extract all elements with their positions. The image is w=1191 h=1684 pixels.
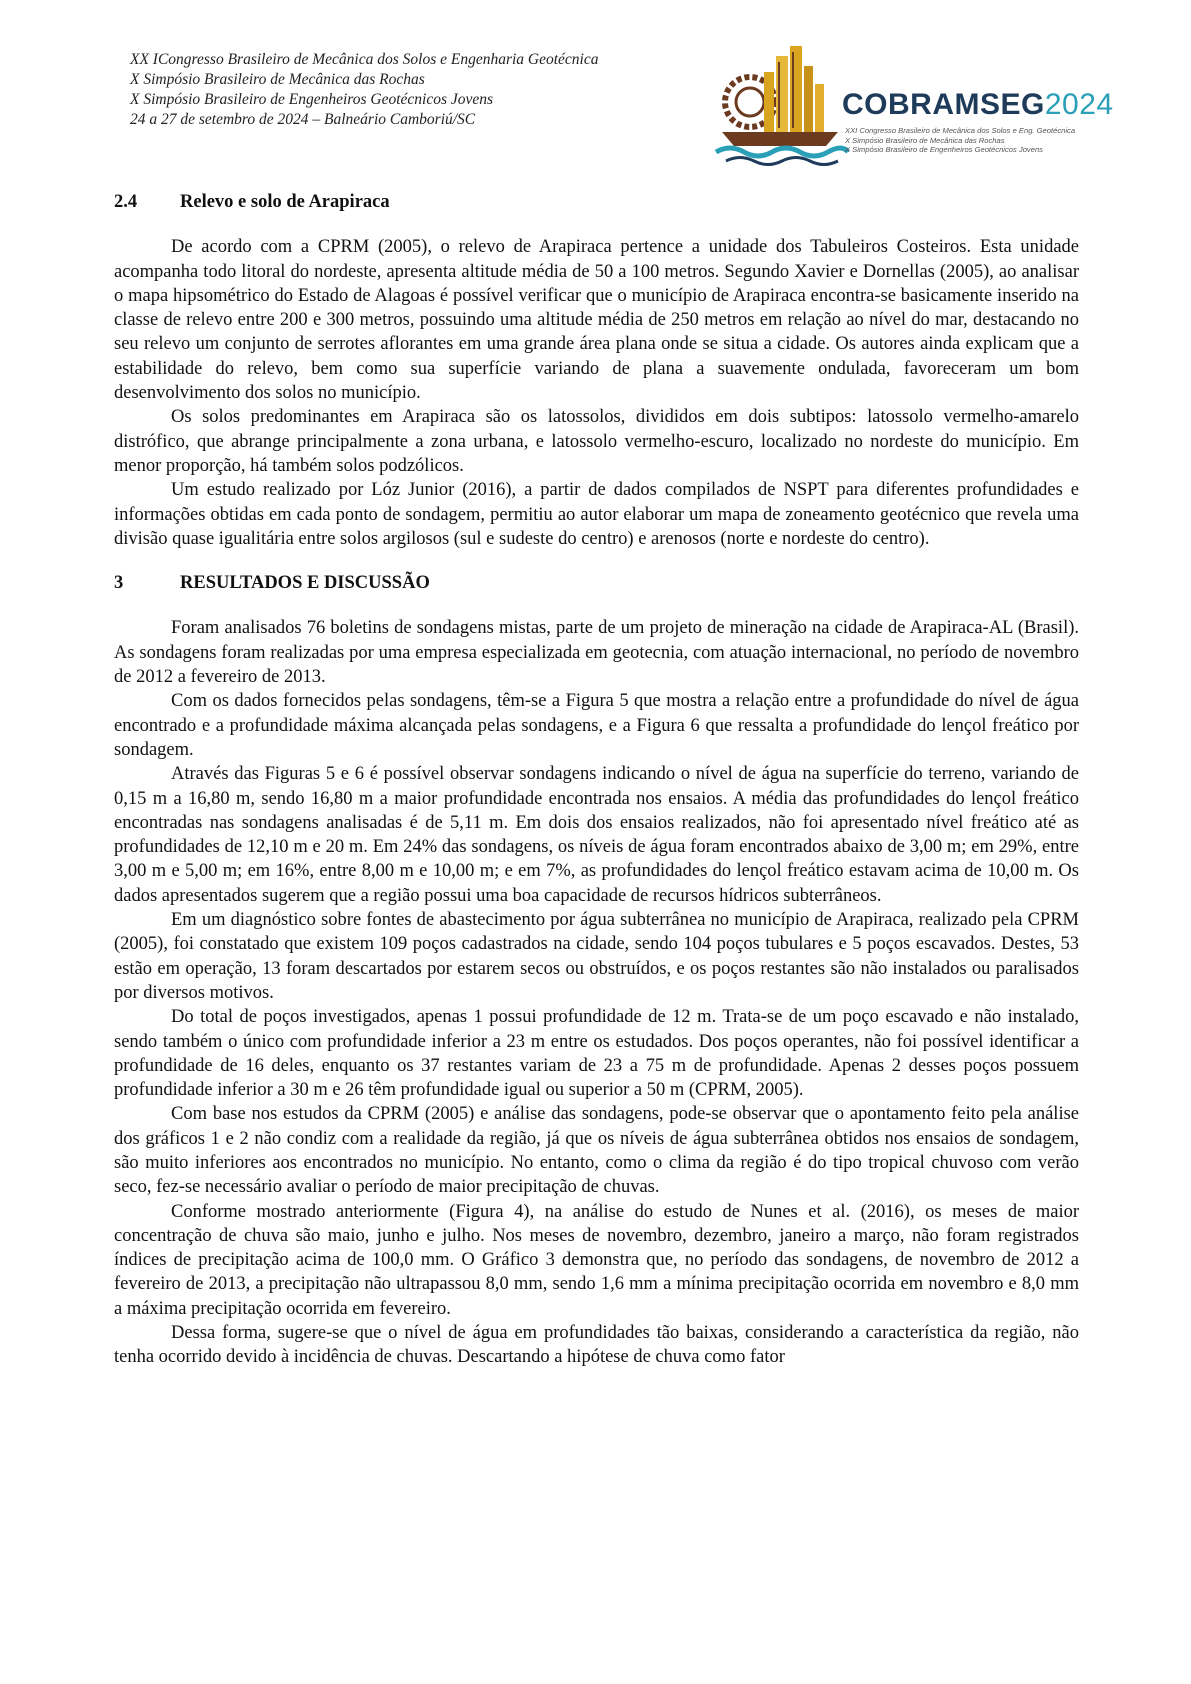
- logo-emblem-icon: [712, 44, 852, 169]
- header-line: X Simpósio Brasileiro de Engenheiros Geotécnicos Jovens: [130, 91, 494, 108]
- paragraph: Os solos predominantes em Arapiraca são os latossolos, divididos em dois subtipos: latossolo vermelho-amarelo distrófico, que abrange principalmente a zona urbana, e latossolo vermelho-escuro, localizado no nordeste do município. Em menor proporção, há também solos podzólicos.: [114, 407, 1079, 476]
- section-heading: [114, 571, 1079, 595]
- section-title: Relevo e solo de Arapiraca: [180, 192, 390, 212]
- paragraph: Em um diagnóstico sobre fontes de abastecimento por água subterrânea no município de Arapiraca, realizado pela CPRM (2005), foi constatado que existem 109 poços cadastrados na cidade, sendo 104 poços tubulares e 5 poços escavados. Destes, 53 estão em operação, 13 foram descartados por estarem secos ou obstruídos, e os poços restantes são não instalados ou paralisados por diversos motivos.: [114, 910, 1079, 1003]
- paragraph: Conforme mostrado anteriormente (Figura 4), na análise do estudo de Nunes et al. (2016), os meses de maior concentração de chuva são maio, junho e julho. Nos meses de novembro, dezembro, janeiro a março, não foram registrados índices de precipitação acima de 100,0 mm. O Gráfico 3 demonstra que, no período das sondagens, de novembro de 2012 a fevereiro de 2013, a precipitação não ultrapassou 8,0 mm, sendo 1,6 mm a mínima precipitação ocorrida em novembro e 8,0 mm a máxima precipitação ocorrida em fevereiro.: [114, 1201, 1079, 1319]
- logo-subtitle-line: XXI Congresso Brasileiro de Mecânica dos Solos e Eng. Geotécnica: [845, 126, 1076, 135]
- paragraph: Um estudo realizado por Lóz Junior (2016), a partir de dados compilados de NSPT para diferentes profundidades e informações obtidas em cada ponto de sondagem, permitiu ao autor elaborar um mapa de zoneamento geotécnico que revela uma divisão quase igualitária entre solos argilosos (sul e sudeste do centro) e arenosos (norte e nordeste do centro).: [114, 480, 1079, 549]
- section-number: 3: [114, 573, 124, 594]
- paragraph: Com base nos estudos da CPRM (2005) e análise das sondagens, pode-se observar que o apontamento feito pela análise dos gráficos 1 e 2 não condiz com a realidade da região, já que os níveis de água subterrânea obtidos nos ensaios de sondagem, são muito inferiores aos encontrados no município. No entanto, como o clima da região é do tipo tropical chuvoso com verão seco, fez-se necessário avaliar o período de maior precipitação de chuvas.: [114, 1104, 1079, 1198]
- header-line: 24 a 27 de setembro de 2024 – Balneário Camboriú/SC: [130, 111, 476, 128]
- cobramseg-logo: [712, 44, 1132, 174]
- paragraph: Com os dados fornecidos pelas sondagens, têm-se a Figura 5 que mostra a relação entre a profundidade do nível de água encontrado e a profundidade máxima alcançada pelas sondagens, e a Figura 6 que ressalta a profundidade do lençol freático por sondagem.: [114, 691, 1079, 760]
- header-line: X Simpósio Brasileiro de Mecânica das Rochas: [130, 71, 425, 88]
- logo-subtitle-line: X Simpósio Brasileiro de Mecânica das Rochas: [845, 135, 1005, 145]
- paragraph: Dessa forma, sugere-se que o nível de água em profundidades tão baixas, considerando a característica da região, não tenha ocorrido devido à incidência de chuvas. Descartando a hipótese de chuva como fator: [114, 1323, 1079, 1368]
- logo-wordmark: [842, 88, 1114, 122]
- section-heading: [114, 190, 1079, 214]
- conference-header: [130, 50, 599, 130]
- paragraph: De acordo com a CPRM (2005), o relevo de Arapiraca pertence a unidade dos Tabuleiros Costeiros. Esta unidade acompanha todo litoral do nordeste, apresenta altitude média de 50 a 100 metros. Segundo Xavier e Dornellas (2005), ao analisar o mapa hipsométrico do Estado de Alagoas é possível verificar que o município de Arapiraca encontra-se basicamente inserido na classe de relevo entre 200 e 300 metros, possuindo uma altitude média de 250 metros em relação ao nível do mar, destacando no seu relevo um conjunto de serrotes aflorantes em uma grande área plana onde se situa a cidade. Os autores ainda explicam que a estabilidade do relevo, bem como sua superfície variando de plana a suavemente ondulada, favoreceram um bom desenvolvimento dos solos no município.: [114, 237, 1079, 404]
- logo-name: COBRAMSEG: [842, 88, 1045, 121]
- logo-year: 2024: [1044, 88, 1114, 121]
- logo-subtitle: [845, 126, 1075, 155]
- paragraph: Através das Figuras 5 e 6 é possível observar sondagens indicando o nível de água na superfície do terreno, variando de 0,15 m a 16,80 m, sendo 16,80 m a maior profundidade encontrada nos ensaios. A média das profundidades do lençol freático encontradas nas sondagens analisadas é de 5,11 m. Em dois dos ensaios realizados, não foi apresentado nível freático até as profundidades de 12,10 m e 20 m. Em 24% das sondagens, os níveis de água foram encontrados abaixo de 3,00 m; em 29%, entre 3,00 m e 5,00 m; em 16%, entre 8,00 m e 10,00 m; e em 7%, as profundidades do lençol freático estavam acima de 10,00 m. Os dados apresentados sugerem que a região possui uma boa capacidade de recursos hídricos subterrâneos.: [114, 764, 1079, 906]
- paper-body: [114, 190, 1079, 1370]
- section-number: 2.4: [114, 192, 138, 212]
- logo-subtitle-line: X Simpósio Brasileiro de Engenheiros Geotécnicos Jovens: [845, 145, 1043, 154]
- header-line: XX ICongresso Brasileiro de Mecânica dos Solos e Engenharia Geotécnica: [130, 51, 599, 68]
- paragraph: Do total de poços investigados, apenas 1 possui profundidade de 12 m. Trata-se de um poço escavado e não instalado, sendo também o único com profundidade inferior a 23 m entre os estudados. Dos poços operantes, não foi possível identificar a profundidade de 16 deles, enquanto os 37 restantes variam de 23 a 75 m de profundidade. Apenas 2 desses poços possuem profundidade inferior a 30 m e 26 têm profundidade igual ou superior a 50 m (CPRM, 2005).: [114, 1007, 1079, 1101]
- paragraph: Foram analisados 76 boletins de sondagens mistas, parte de um projeto de mineração na cidade de Arapiraca-AL (Brasil). As sondagens foram realizadas por uma empresa especializada em geotecnia, com atuação internacional, no período de novembro de 2012 a fevereiro de 2013.: [114, 618, 1079, 688]
- section-title: RESULTADOS E DISCUSSÃO: [180, 573, 430, 594]
